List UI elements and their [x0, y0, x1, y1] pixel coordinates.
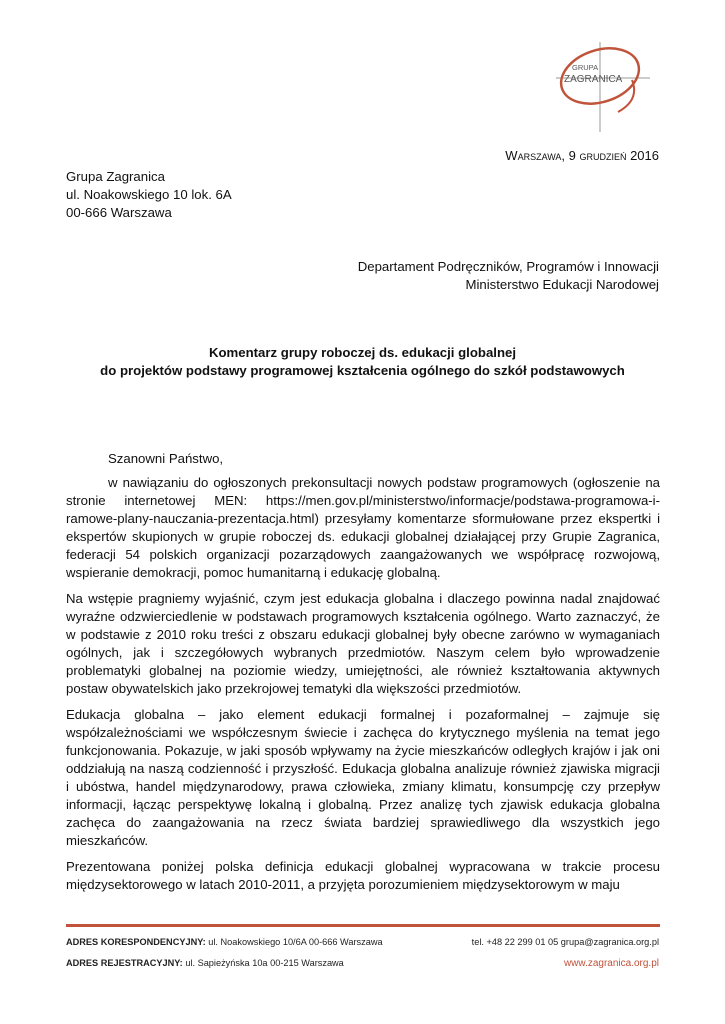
correspondence-address — [66, 937, 383, 947]
footer-divider — [66, 924, 660, 927]
title-line-1: Komentarz grupy roboczej ds. edukacji globalnej — [208, 345, 517, 360]
letter-date: Warszawa, 9 grudzień 2016 — [505, 148, 659, 163]
sender-street: ul. Noakowskiego 10 lok. 6A — [66, 187, 232, 202]
letter-body — [66, 474, 660, 902]
correspondence-value: ul. Noakowskiego 10/6A 00-666 Warszawa — [208, 937, 383, 947]
registered-label: ADRES REJESTRACYJNY: — [66, 958, 183, 968]
sender-name: Grupa Zagranica — [66, 169, 165, 184]
letter-title — [66, 344, 659, 380]
registered-value: ul. Sapieżyńska 10a 00-215 Warszawa — [185, 958, 344, 968]
title-line-2: do projektów podstawy programowej kształcenia ogólnego do szkół podstawowych — [100, 363, 625, 378]
sender-address — [66, 168, 232, 222]
footer-website-link[interactable]: www.zagranica.org.pl — [563, 958, 659, 969]
logo-text-grupa: GRUPA — [572, 63, 599, 72]
footer-contact: tel. +48 22 299 01 05 grupa@zagranica.org.pl — [471, 937, 659, 947]
grupa-zagranica-logo — [520, 40, 660, 135]
body-paragraph: w nawiązaniu do ogłoszonych prekonsultacji nowych podstaw programowych (ogłoszenie na stronie internetowej MEN: https://men.gov.pl/ministerstwo/informacje/podstawa-programowa-i-ramowe-plany-nauczania-prezentacja.html) przesyłamy komentarze sformułowane przez ekspertki i ekspertów skupionych w grupie roboczej ds. edukacji globalnej działającej przy Grupie Zagranica, federacji 54 polskich organizacji pozarządowych zaangażowanych we współpracę rozwojową, wspieranie demokracji, pomoc humanitarną i edukację globalną. — [66, 475, 660, 580]
recipient-address — [358, 258, 659, 294]
body-paragraph: Prezentowana poniżej polska definicja edukacji globalnej wypracowana w trakcie procesu międzysektorowego w latach 2010-2011, a przyjęta porozumieniem międzysektorowym w maju — [66, 859, 660, 892]
registered-address — [66, 958, 344, 968]
body-paragraph: Edukacja globalna – jako element edukacji formalnej i pozaformalnej – zajmuje się współzależnościami we współczesnym świecie i zachęca do krytycznego myślenia na temat jego funkcjonowania. Pokazuje, w jaki sposób wpływamy na życie mieszkańców odległych krajów i jak oni oddziałują na naszą codzienność i przyszłość. Edukacja globalna analizuje również zjawiska migracji i ubóstwa, handel międzynarodowy, prawa człowieka, zmiany klimatu, konsumpcję czy przepływ informacji, łącząc perspektywę lokalną i globalną. Przez analizę tych zjawisk edukacja globalna zachęca do zaangażowania na rzecz świata bardziej sprawiedliwego dla wszystkich jego mieszkańców. — [66, 707, 660, 848]
salutation: Szanowni Państwo, — [108, 451, 224, 466]
correspondence-label: ADRES KORESPONDENCYJNY: — [66, 937, 206, 947]
logo-text-zagranica: ZAGRANICA — [564, 74, 623, 85]
sender-city: 00-666 Warszawa — [66, 205, 172, 220]
recipient-department: Departament Podręczników, Programów i Innowacji — [357, 259, 659, 274]
body-paragraph: Na wstępie pragniemy wyjaśnić, czym jest edukacja globalna i dlaczego powinna nadal znajdować wyraźne odzwierciedlenie w podstawach programowych kształcenia ogólnego. Warto zaznaczyć, że w podstawie z 2010 roku treści z obszaru edukacji globalnej były obecne zarówno w wymaganiach ogólnych, jak i szczegółowych wybranych przedmiotów. Naszym celem było wprowadzenie problematyki globalnej na poziomie wiedzy, umiejętności, ale również kształtowania aktywnych postaw obywatelskich jako przekrojowej tematyki dla większości przedmiotów. — [66, 591, 660, 696]
globe-logo-icon — [520, 40, 660, 135]
recipient-ministry: Ministerstwo Edukacji Narodowej — [465, 277, 659, 292]
